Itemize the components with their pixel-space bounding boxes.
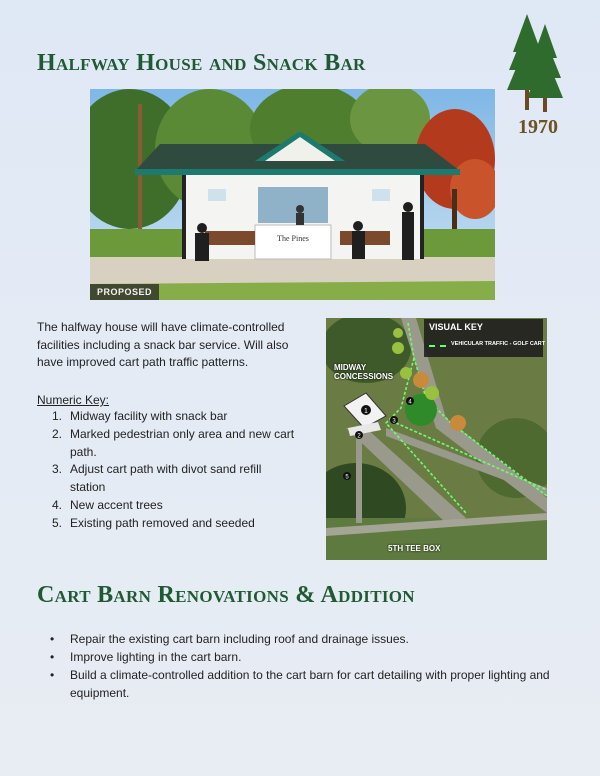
visual-key-title: VISUAL KEY: [429, 322, 483, 332]
club-logo: [505, 12, 571, 140]
numeric-key-title: Numeric Key:: [37, 393, 110, 407]
list-text: Marked pedestrian only area and new cart path.: [70, 426, 295, 459]
section-title-cart-barn: Cart Barn Renovations & Addition: [37, 582, 415, 608]
visual-key-label: VEHICULAR TRAFFIC - GOLF CART: [451, 341, 546, 347]
logo-year: 1970: [518, 116, 558, 138]
tee-box-label: 5TH TEE BOX: [388, 544, 441, 553]
list-item: [37, 426, 297, 462]
numeric-key-list: [37, 408, 297, 533]
list-item: • Improve lighting in the cart barn.: [50, 649, 560, 667]
legend-dashed-line: [429, 345, 446, 347]
list-item: [37, 461, 297, 497]
intro-paragraph: The halfway house will have climate-controlled facilities including a snack bar service. Will also have improved cart path traffic patterns.: [37, 320, 289, 369]
section-title-halfway-house: Halfway House and Snack Bar: [37, 50, 366, 76]
visual-key-legend: [424, 319, 546, 357]
pine-trees-icon: [505, 12, 571, 116]
list-number: 1.: [52, 409, 63, 423]
list-number: 2.: [52, 426, 63, 441]
cart-barn-bullet-list: [50, 631, 560, 703]
list-item: • Build a climate-controlled addition to the cart barn for cart detailing with proper lighting and equipment.: [50, 667, 560, 702]
svg-text:1: 1: [364, 408, 368, 415]
list-number: 3.: [52, 462, 63, 477]
svg-text:2: 2: [357, 433, 361, 440]
midway-concessions-label: MIDWAY CONCESSIONS: [334, 363, 394, 381]
list-item: [37, 408, 297, 426]
map-marker-1: [361, 405, 371, 415]
list-text: Midway facility with snack bar: [70, 409, 228, 423]
halfway-house-rendering: [90, 89, 495, 300]
list-number: 4.: [52, 497, 63, 512]
svg-text:5: 5: [345, 474, 349, 481]
site-plan-map: [326, 318, 547, 560]
list-text: Existing path removed and seeded: [70, 515, 255, 530]
proposed-tag: PROPOSED: [90, 284, 159, 300]
svg-text:3: 3: [392, 418, 396, 425]
list-item: • Repair the existing cart barn including roof and drainage issues.: [50, 631, 560, 649]
list-item: [37, 497, 297, 515]
building-sign: The Pines: [277, 234, 309, 243]
list-item: [37, 515, 297, 533]
list-text: New accent trees: [70, 497, 163, 512]
list-number: 5.: [52, 515, 63, 530]
list-text: Adjust cart path with divot sand refill station: [70, 462, 262, 495]
svg-text:4: 4: [408, 399, 412, 406]
